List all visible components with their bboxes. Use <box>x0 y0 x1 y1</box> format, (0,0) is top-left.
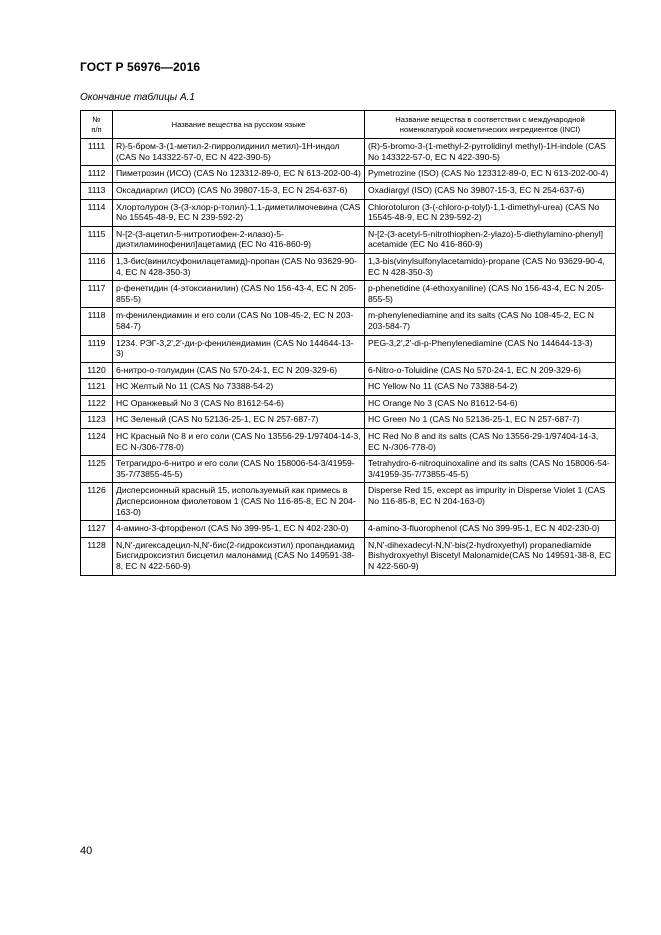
table-row <box>81 429 616 456</box>
inci-name-cell: N,N'-dihexadecyl-N,N'-bis(2-hydroxyethyl) propanediamide Bishydroxyethyl Biscetyl Malonamide(CAS No 149591-38-8, EC N 422-560-9) <box>365 537 616 575</box>
inci-name-cell: p-phenetidine (4-ethoxyaniline) (CAS No 156-43-4, EC N 205-855-5) <box>365 281 616 308</box>
inci-name-cell: (R)-5-bromo-3-(1-methyl-2-pyrrolidinyl methyl)-1H-indole (CAS No 143322-57-0, EC N 422-390-5) <box>365 139 616 166</box>
row-number: 1122 <box>81 395 113 412</box>
russian-name-cell: HC Красный No 8 и его соли (CAS No 13556-29-1/97404-14-3, ЕС N-/306-778-0) <box>113 429 365 456</box>
row-number: 1113 <box>81 182 113 199</box>
row-number: 1124 <box>81 429 113 456</box>
russian-name-cell: 4-амино-3-фторфенол (CAS No 399-95-1, ЕС N 402-230-0) <box>113 521 365 538</box>
substances-table <box>80 110 616 576</box>
russian-name-cell: HC Оранжевый No 3 (CAS No 81612-54-6) <box>113 395 365 412</box>
row-number: 1114 <box>81 199 113 226</box>
inci-name-cell: Oxadiargyl (ISO) (CAS No 39807-15-3, EC N 254-637-6) <box>365 182 616 199</box>
table-body <box>81 139 616 575</box>
inci-name-cell: Disperse Red 15, except as impurity in Disperse Violet 1 (CAS No 116-85-8, EC N 204-163-0) <box>365 483 616 521</box>
inci-name-cell: 4-amino-3-fluorophenol (CAS No 399-95-1, EC N 402-230-0) <box>365 521 616 538</box>
header-inci-name: Название вещества в соответствии с международной номенклатурой косметических ингредиентов (INCI) <box>365 111 616 139</box>
table-row <box>81 521 616 538</box>
table-row <box>81 395 616 412</box>
inci-name-cell: PEG-3,2',2'-di-p-Phenylenediamine (CAS No 144644-13-3) <box>365 335 616 362</box>
row-number: 1115 <box>81 226 113 253</box>
inci-name-cell: 1,3-bis(vinylsulfonylacetamido)-propane (CAS No 93629-90-4, EC N 428-350-3) <box>365 253 616 280</box>
russian-name-cell: HC Желтый No 11 (CAS No 73388-54-2) <box>113 379 365 396</box>
row-number: 1111 <box>81 139 113 166</box>
row-number: 1112 <box>81 166 113 183</box>
inci-name-cell: Pymetrozine (ISO) (CAS No 123312-89-0, EC N 613-202-00-4) <box>365 166 616 183</box>
row-number: 1117 <box>81 281 113 308</box>
table-row <box>81 226 616 253</box>
table-row <box>81 379 616 396</box>
table-row <box>81 139 616 166</box>
russian-name-cell: Оксадиаргил (ИСО) (CAS No 39807-15-3, ЕС N 254-637-6) <box>113 182 365 199</box>
inci-name-cell: HC Red No 8 and its salts (CAS No 13556-29-1/97404-14-3, EC N-/306-778-0) <box>365 429 616 456</box>
page-number: 40 <box>80 845 93 857</box>
inci-name-cell: HC Green No 1 (CAS No 52136-25-1, EC N 257-687-7) <box>365 412 616 429</box>
inci-name-cell: HC Yellow No 11 (CAS No 73388-54-2) <box>365 379 616 396</box>
row-number: 1119 <box>81 335 113 362</box>
russian-name-cell: N,N'-дигексадецил-N,N'-бис(2-гидроксиэтил) пропандиамид Бисгидроксиэтил бисцетил малонамид (CAS No 149591-38-8, ЕС N 422-560-9) <box>113 537 365 575</box>
row-number: 1118 <box>81 308 113 335</box>
russian-name-cell: R)-5-бром-3-(1-метил-2-пирролидинил метил)-1H-индол (CAS No 143322-57-0, ЕС N 422-390-5) <box>113 139 365 166</box>
russian-name-cell: Хлортолурон (3-(3-хлор-p-толил)-1,1-диметилмочевина (CAS No 15545-48-9, ЕС N 239-592-2) <box>113 199 365 226</box>
russian-name-cell: m-фенилендиамин и его соли (CAS No 108-45-2, ЕС N 203-584-7) <box>113 308 365 335</box>
table-row <box>81 456 616 483</box>
inci-name-cell: m-phenylenediamine and its salts (CAS No 108-45-2, EC N 203-584-7) <box>365 308 616 335</box>
table-row <box>81 335 616 362</box>
russian-name-cell: 1234. РЭГ-3,2',2'-ди-p-фенилендиамин (CAS No 144644-13-3) <box>113 335 365 362</box>
row-number: 1125 <box>81 456 113 483</box>
table-row <box>81 483 616 521</box>
inci-name-cell: HC Orange No 3 (CAS No 81612-54-6) <box>365 395 616 412</box>
table-row <box>81 308 616 335</box>
table-row <box>81 182 616 199</box>
row-number: 1121 <box>81 379 113 396</box>
table-row <box>81 253 616 280</box>
table-row <box>81 362 616 379</box>
russian-name-cell: N-[2-(3-ацетил-5-нитротиофен-2-илазо)-5-диэтиламинофенил]ацетамид (ЕС No 416-860-9) <box>113 226 365 253</box>
inci-name-cell: Chlorotoluron (3-(-chloro-p-tolyl)-1,1-dimethyl-urea) (CAS No 15545-48-9, EC N 239-592-2) <box>365 199 616 226</box>
row-number: 1123 <box>81 412 113 429</box>
header-russian-name: Название вещества на русском языке <box>113 111 365 139</box>
russian-name-cell: 6-нитро-о-толуидин (CAS No 570-24-1, ЕС N 209-329-6) <box>113 362 365 379</box>
row-number: 1116 <box>81 253 113 280</box>
table-row <box>81 281 616 308</box>
row-number: 1120 <box>81 362 113 379</box>
table-caption: Окончание таблицы А.1 <box>80 92 195 103</box>
russian-name-cell: Тетрагидро-6-нитро и его соли (CAS No 158006-54-3/41959-35-7/73855-45-5) <box>113 456 365 483</box>
table-header-row <box>81 111 616 139</box>
russian-name-cell: HC Зеленый (CAS No 52136-25-1, ЕС N 257-687-7) <box>113 412 365 429</box>
russian-name-cell: Пиметрозин (ИСО) (CAS No 123312-89-0, ЕС N 613-202-00-4) <box>113 166 365 183</box>
row-number: 1127 <box>81 521 113 538</box>
header-number: № п/п <box>81 111 113 139</box>
inci-name-cell: 6-Nitro-o-Toluidine (CAS No 570-24-1, EC N 209-329-6) <box>365 362 616 379</box>
inci-name-cell: Tetrahydro-6-nitroquinoxaline and its salts (CAS No 158006-54-3/41959-35-7/73855-45-5) <box>365 456 616 483</box>
russian-name-cell: Дисперсионный красный 15, используемый как примесь в Дисперсионном фиолетовом 1 (CAS No 116-85-8, ЕС N 204-163-0) <box>113 483 365 521</box>
table-row <box>81 412 616 429</box>
table-row <box>81 537 616 575</box>
russian-name-cell: 1,3-бис(винилсуфонилацетамид)-пропан (CAS No 93629-90-4, ЕС N 428-350-3) <box>113 253 365 280</box>
row-number: 1128 <box>81 537 113 575</box>
standard-title: ГОСТ Р 56976—2016 <box>80 60 201 74</box>
row-number: 1126 <box>81 483 113 521</box>
inci-name-cell: N-[2-(3-acetyl-5-nitrothiophen-2-ylazo)-5-diethylamino-phenyl] acetamide (EC No 416-860-9) <box>365 226 616 253</box>
russian-name-cell: p-фенетидин (4-этоксианилин) (CAS No 156-43-4, ЕС N 205-855-5) <box>113 281 365 308</box>
table-row <box>81 166 616 183</box>
table-row <box>81 199 616 226</box>
